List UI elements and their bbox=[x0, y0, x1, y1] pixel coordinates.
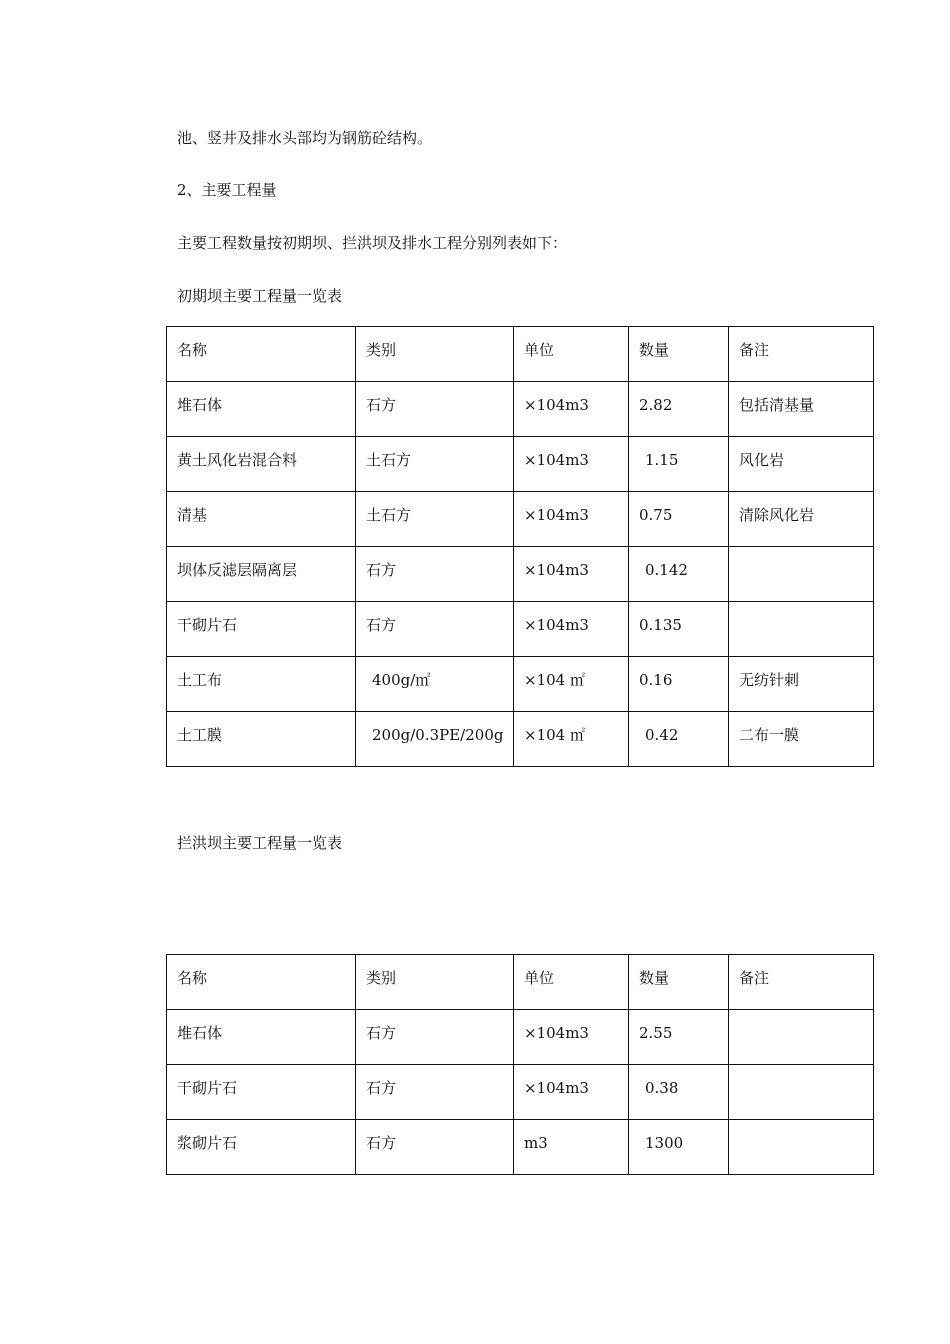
cell-category: 200g/0.3PE/200g bbox=[356, 712, 514, 767]
cell-name: 清基 bbox=[167, 492, 356, 547]
cell-quantity: 1.15 bbox=[629, 437, 729, 492]
cell-quantity: 1300 bbox=[629, 1120, 729, 1175]
cell-unit: ×104m3 bbox=[514, 547, 629, 602]
cell-quantity: 2.82 bbox=[629, 382, 729, 437]
cell-remark bbox=[729, 1010, 874, 1065]
cell-unit: ×104m3 bbox=[514, 437, 629, 492]
cell-unit: ×104 ㎡ bbox=[514, 712, 629, 767]
cell-remark bbox=[729, 1120, 874, 1175]
cell-unit: ×104m3 bbox=[514, 492, 629, 547]
cell-remark: 清除风化岩 bbox=[729, 492, 874, 547]
cell-unit: ×104 ㎡ bbox=[514, 657, 629, 712]
cell-name: 浆砌片石 bbox=[167, 1120, 356, 1175]
cell-category: 土石方 bbox=[356, 437, 514, 492]
paragraph-structure-note: 池、竖井及排水头部均为钢筋砼结构。 bbox=[177, 129, 433, 147]
cell-quantity: 0.142 bbox=[629, 547, 729, 602]
cell-unit: ×104m3 bbox=[514, 1010, 629, 1065]
cell-remark bbox=[729, 547, 874, 602]
cell-name: 黄土风化岩混合料 bbox=[167, 437, 356, 492]
header-name: 名称 bbox=[167, 955, 356, 1010]
table-row bbox=[167, 382, 874, 437]
flood-dam-quantity-table bbox=[166, 954, 874, 1175]
cell-name: 堆石体 bbox=[167, 382, 356, 437]
table-caption-flood-dam: 拦洪坝主要工程量一览表 bbox=[177, 834, 343, 852]
header-unit: 单位 bbox=[514, 327, 629, 382]
cell-unit: ×104m3 bbox=[514, 602, 629, 657]
cell-category: 石方 bbox=[356, 1120, 514, 1175]
table-row bbox=[167, 547, 874, 602]
cell-category: 石方 bbox=[356, 1065, 514, 1120]
table-caption-initial-dam: 初期坝主要工程量一览表 bbox=[177, 287, 343, 305]
table-row bbox=[167, 1120, 874, 1175]
paragraph-intro: 主要工程数量按初期坝、拦洪坝及排水工程分别列表如下： bbox=[177, 234, 568, 252]
cell-unit: ×104m3 bbox=[514, 382, 629, 437]
cell-category: 土石方 bbox=[356, 492, 514, 547]
table-row bbox=[167, 602, 874, 657]
cell-quantity: 0.135 bbox=[629, 602, 729, 657]
table-row bbox=[167, 1010, 874, 1065]
cell-category: 石方 bbox=[356, 602, 514, 657]
cell-category: 石方 bbox=[356, 547, 514, 602]
initial-dam-quantity-table bbox=[166, 326, 874, 767]
cell-name: 堆石体 bbox=[167, 1010, 356, 1065]
cell-category: 400g/㎡ bbox=[356, 657, 514, 712]
cell-quantity: 0.75 bbox=[629, 492, 729, 547]
header-category: 类别 bbox=[356, 955, 514, 1010]
header-quantity: 数量 bbox=[629, 955, 729, 1010]
cell-remark bbox=[729, 1065, 874, 1120]
cell-category: 石方 bbox=[356, 382, 514, 437]
section-heading-main-quantities: 2、主要工程量 bbox=[177, 181, 277, 199]
table-row bbox=[167, 437, 874, 492]
table-row bbox=[167, 657, 874, 712]
cell-quantity: 2.55 bbox=[629, 1010, 729, 1065]
cell-quantity: 0.16 bbox=[629, 657, 729, 712]
header-remark: 备注 bbox=[729, 955, 874, 1010]
cell-name: 干砌片石 bbox=[167, 1065, 356, 1120]
cell-remark: 二布一膜 bbox=[729, 712, 874, 767]
header-name: 名称 bbox=[167, 327, 356, 382]
cell-category: 石方 bbox=[356, 1010, 514, 1065]
cell-remark bbox=[729, 602, 874, 657]
table-row bbox=[167, 712, 874, 767]
cell-remark: 无纺针刺 bbox=[729, 657, 874, 712]
cell-quantity: 0.38 bbox=[629, 1065, 729, 1120]
cell-unit: m3 bbox=[514, 1120, 629, 1175]
table-header-row bbox=[167, 955, 874, 1010]
cell-unit: ×104m3 bbox=[514, 1065, 629, 1120]
header-category: 类别 bbox=[356, 327, 514, 382]
cell-quantity: 0.42 bbox=[629, 712, 729, 767]
cell-remark: 包括清基量 bbox=[729, 382, 874, 437]
table-row bbox=[167, 492, 874, 547]
cell-name: 土工布 bbox=[167, 657, 356, 712]
cell-name: 坝体反滤层隔离层 bbox=[167, 547, 356, 602]
cell-name: 土工膜 bbox=[167, 712, 356, 767]
cell-name: 干砌片石 bbox=[167, 602, 356, 657]
table-row bbox=[167, 1065, 874, 1120]
header-remark: 备注 bbox=[729, 327, 874, 382]
table-header-row bbox=[167, 327, 874, 382]
header-quantity: 数量 bbox=[629, 327, 729, 382]
cell-remark: 风化岩 bbox=[729, 437, 874, 492]
header-unit: 单位 bbox=[514, 955, 629, 1010]
